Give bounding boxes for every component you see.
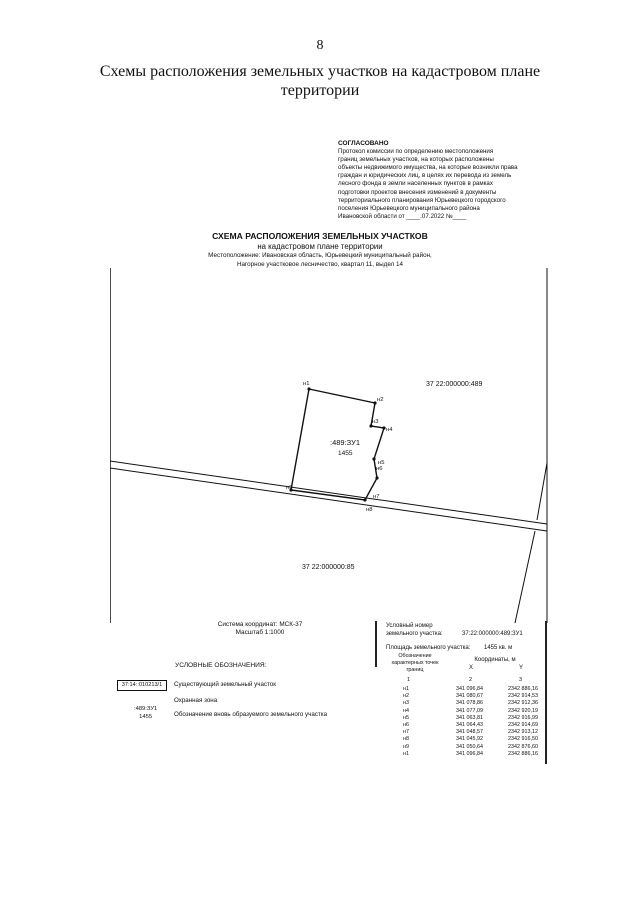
boundary-line <box>110 461 450 510</box>
table-cell: 341 096,84 <box>456 750 483 757</box>
table-cell: н6 <box>403 721 409 728</box>
boundary-line <box>110 468 450 517</box>
table-row <box>376 729 546 736</box>
point-label: н7 <box>373 494 380 500</box>
cond-number-value: 37:22:000000:489:ЗУ1 <box>462 631 523 637</box>
table-border-left <box>375 621 377 667</box>
boundary-line <box>537 463 547 520</box>
area-label: Площадь земельного участка: <box>386 645 471 651</box>
coordinate-system <box>190 621 330 637</box>
approval-line: Протокол комиссии по определению местоположения <box>338 148 494 156</box>
table-cell: 341 064,43 <box>456 721 483 728</box>
table-cell: н3 <box>403 700 409 707</box>
approval-line: граждан и юридических лиц, в целях их перевода из земель <box>338 172 512 180</box>
legend-existing-label: Существующий земельный участок <box>174 681 276 688</box>
table-row <box>376 722 546 729</box>
table-cell: 2342 914,69 <box>508 721 538 728</box>
table-cell: 2342 920,19 <box>508 707 538 714</box>
table-cell: н2 <box>403 693 409 700</box>
legend-new-code: :489:ЗУ1 <box>134 706 158 712</box>
coords-header: Координаты, м <box>474 657 516 663</box>
table-cell: 2342 916,99 <box>508 714 538 721</box>
page-number: 8 <box>316 38 324 53</box>
table-cell: н1 <box>403 750 409 757</box>
table-cell: н1 <box>403 686 409 692</box>
approval-line: Ивановской области от ____.07.2022 №____ <box>338 212 467 220</box>
scheme-subtitle: на кадастровом плане территории <box>257 242 383 251</box>
coordinates-table <box>376 621 546 764</box>
table-cell: н5 <box>403 714 409 721</box>
legend-new-symbol <box>134 705 157 721</box>
legend-protection-label: Охранная зона <box>174 697 218 704</box>
table-cell: н7 <box>403 729 409 736</box>
table-cell: н9 <box>403 743 409 750</box>
table-cell: 341 096,84 <box>456 686 483 692</box>
approval-block <box>338 140 548 221</box>
table-cell: 341 045,92 <box>456 736 483 743</box>
table-row <box>376 715 546 722</box>
vertex-dot <box>363 498 366 501</box>
table-row <box>376 708 546 715</box>
vertex-dot <box>372 457 375 460</box>
cadastral-map <box>110 268 560 623</box>
table-body <box>376 686 546 758</box>
table-cell: 341 077,09 <box>456 707 483 714</box>
col-points-header: Обозначение характерных точек границ <box>391 653 439 674</box>
approval-line: границ земельных участков, на которых расположены <box>338 156 494 164</box>
legend-new-label: Обозначение вновь образуемого земельного участка <box>174 711 328 718</box>
approval-line: объекты недвижимого имущества, на которые возникли права <box>338 164 518 172</box>
vertex-dot <box>375 476 378 479</box>
cond-number-label: Условный номер земельного участка: <box>386 623 443 637</box>
table-row <box>376 686 546 693</box>
point-label: н5 <box>378 460 385 466</box>
approval-header: СОГЛАСОВАНО <box>338 140 389 147</box>
parcel-area: 1455 <box>338 450 353 457</box>
legend-title: УСЛОВНЫЕ ОБОЗНАЧЕНИЯ: <box>175 662 267 669</box>
boundary-line <box>515 531 535 623</box>
point-label: н9 <box>286 485 293 491</box>
table-cell: 341 050,64 <box>456 743 483 750</box>
legend-existing-symbol: 37:14::010213/1 <box>117 680 167 691</box>
index-cell: 3 <box>519 677 522 683</box>
point-label: н6 <box>376 466 383 472</box>
index-cell: 2 <box>469 677 472 683</box>
coord-system-name: Система координат: МСК-37 <box>217 621 303 628</box>
table-cell: 341 078,86 <box>456 700 483 707</box>
page-title: Схемы расположения земельных участков на кадастровом плане территории <box>99 63 541 99</box>
approval-line: территориального планирования Юрьевецкого городского <box>338 196 506 204</box>
approval-line: подготовки проектов внесения изменений в документы <box>338 188 497 196</box>
approval-line: лесного фонда в земли населенных пунктов в рамках <box>338 180 493 188</box>
table-cell: 341 063,81 <box>456 714 483 721</box>
area-value: 1455 кв. м <box>484 645 513 651</box>
scheme-location-line1: Местоположение: Ивановская область, Юрьевецкий муниципальный район, <box>208 252 432 259</box>
point-label: н4 <box>386 427 393 433</box>
col-y-header: Y <box>519 665 524 671</box>
index-cell: 1 <box>407 677 410 683</box>
boundary-line <box>450 517 547 531</box>
table-cell: н4 <box>403 707 409 714</box>
boundary-line <box>450 510 547 524</box>
table-cell: 341 080,67 <box>456 693 483 700</box>
table-row <box>376 736 546 743</box>
point-label: н2 <box>377 397 384 403</box>
neighbor-parcel-label: 37 22:000000:85 <box>302 564 355 571</box>
scheme-title: СХЕМА РАСПОЛОЖЕНИЯ ЗЕМЕЛЬНЫХ УЧАСТКОВ <box>212 231 428 241</box>
table-cell: 2342 914,53 <box>508 693 538 700</box>
table-cell: 2342 886,16 <box>508 686 538 692</box>
table-cell: 2342 916,50 <box>508 736 538 743</box>
table-cell: 341 048,57 <box>456 729 483 736</box>
approval-line: поселения Юрьевецкого муниципального района <box>338 204 480 212</box>
table-row <box>376 751 546 758</box>
table-cell: 2342 886,16 <box>508 750 538 757</box>
table-cell: н8 <box>403 736 409 743</box>
col-x-header: X <box>469 665 474 671</box>
table-row <box>376 744 546 751</box>
point-label: н8 <box>366 507 373 513</box>
vertex-dot <box>307 387 310 390</box>
table-cell: 2342 913,12 <box>508 729 538 736</box>
table-row <box>376 693 546 700</box>
table-cell: 2342 876,60 <box>508 743 538 750</box>
point-label: н3 <box>372 419 379 425</box>
table-cell: 2342 912,36 <box>508 700 538 707</box>
legend-new-area: 1455 <box>139 714 153 720</box>
parcel-label: :489:ЗУ1 <box>330 438 361 447</box>
neighbor-parcel-label: 37 22:000000:489 <box>426 381 483 388</box>
table-row <box>376 700 546 707</box>
point-label: н1 <box>303 381 310 387</box>
map-scale: Масштаб 1:1000 <box>235 629 285 636</box>
scheme-location-line2: Нагорное участковое лесничество, квартал 11, выдел 14 <box>236 261 404 268</box>
